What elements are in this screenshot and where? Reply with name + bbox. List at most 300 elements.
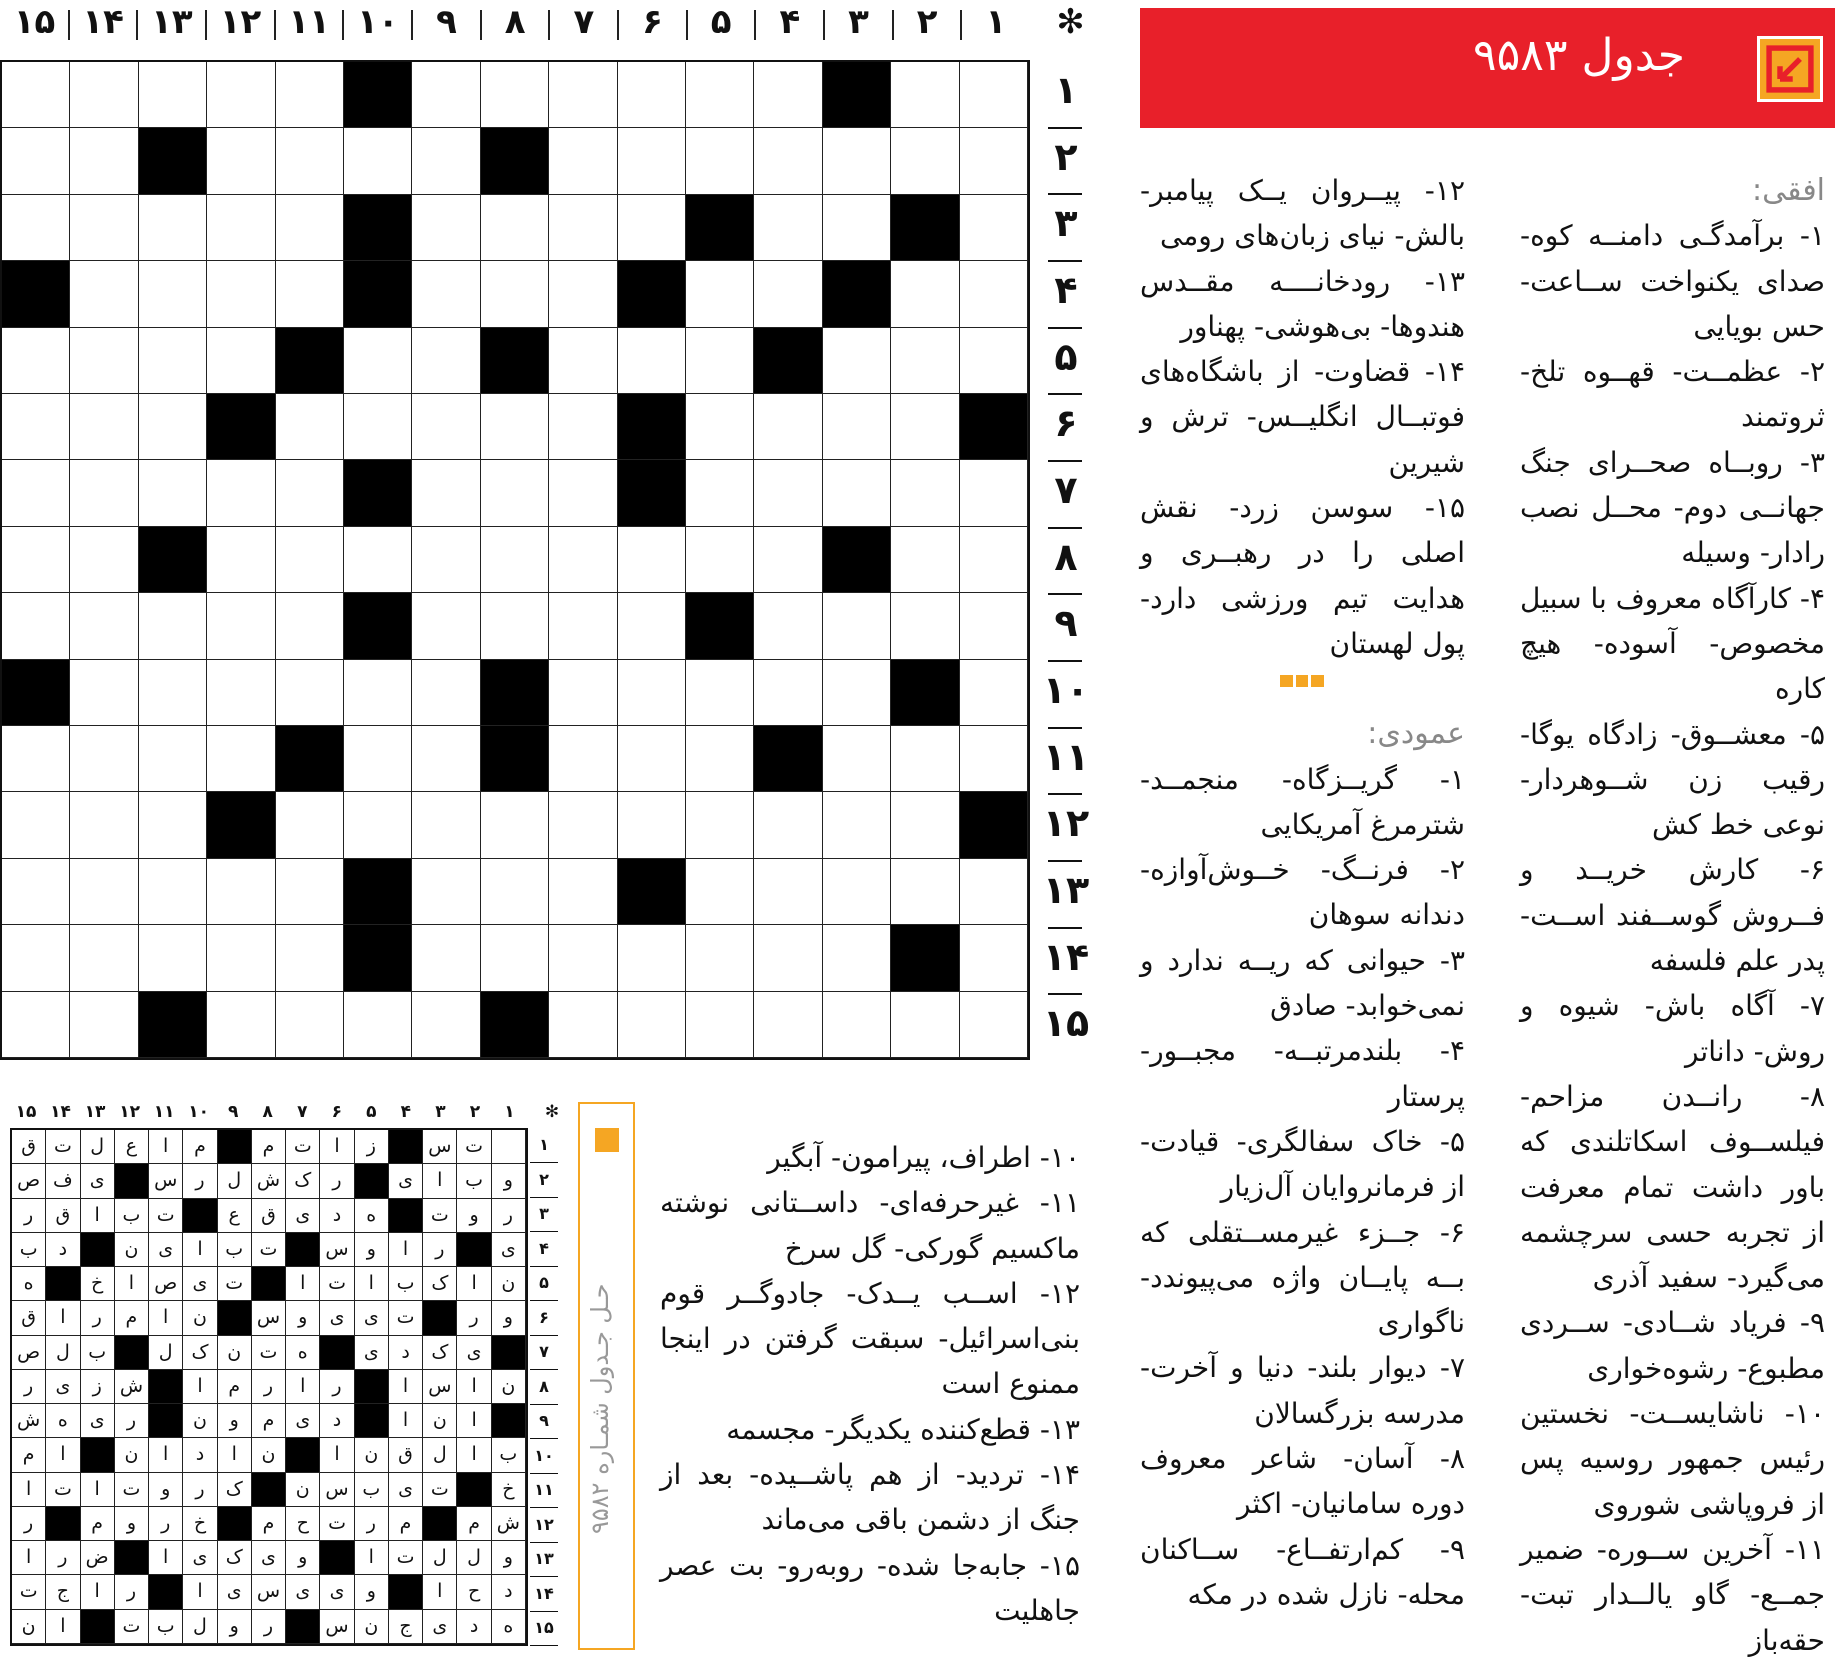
solution-black-cell — [389, 1199, 423, 1233]
vertical-clue: ۶- جــزء غیرمســتقلی که بــه پایــان واژه می‌پیوندد- ناگواری — [1140, 1215, 1465, 1340]
solution-cell: ت — [115, 1610, 149, 1644]
row-number: ۱۳ — [1042, 868, 1090, 912]
grid-cell — [549, 925, 617, 991]
solution-black-cell — [183, 1199, 217, 1233]
vertical-clue: ۱۱- غیرحرفه‌ای- داســتانی نوشته ماکسیم گورکی- گل سرخ — [660, 1186, 1080, 1265]
solution-cell: ا — [457, 1438, 491, 1472]
grid-cell — [70, 925, 138, 991]
solution-cell: ی — [81, 1404, 115, 1438]
solution-cell: ض — [81, 1541, 115, 1575]
row-number: ۱۰ — [1042, 668, 1090, 712]
black-cell — [207, 394, 275, 460]
row-separator — [1048, 860, 1082, 862]
grid-cell — [481, 460, 549, 526]
solution-cell: ت — [320, 1267, 354, 1301]
grid-cell — [139, 261, 207, 327]
grid-cell — [823, 593, 891, 659]
solution-cell: ر — [183, 1473, 217, 1507]
row-separator — [1048, 460, 1082, 462]
solution-header-symbol: ✻ — [544, 1102, 560, 1122]
solution-cell: ی — [149, 1233, 183, 1267]
grid-cell — [276, 195, 344, 261]
solution-cell: ه — [492, 1610, 526, 1644]
grid-cell — [891, 859, 959, 925]
solution-cell: ر — [252, 1610, 286, 1644]
solution-cell: ت — [423, 1199, 457, 1233]
solution-cell: ه — [12, 1267, 46, 1301]
vertical-clue: ۵- خاک سفالگری- قیادت- از فرمانروایان آل‌زیار — [1140, 1124, 1465, 1204]
solution-column-number: ۹ — [227, 1102, 239, 1122]
solution-cell: و — [457, 1199, 491, 1233]
solution-cell: ا — [149, 1301, 183, 1335]
solution-cell: ی — [320, 1301, 354, 1335]
solution-cell: ق — [46, 1199, 80, 1233]
row-separator — [1048, 193, 1082, 195]
grid-cell — [70, 726, 138, 792]
solution-cell: ج — [46, 1575, 80, 1609]
grid-cell — [207, 62, 275, 128]
solution-cell: ا — [46, 1438, 80, 1472]
solution-cell: و — [492, 1541, 526, 1575]
solution-cell: ن — [423, 1404, 457, 1438]
grid-cell — [344, 328, 412, 394]
solution-cell: ی — [286, 1575, 320, 1609]
grid-cell — [207, 460, 275, 526]
grid-cell — [754, 128, 822, 194]
grid-cell — [686, 460, 754, 526]
solution-cell: ی — [46, 1370, 80, 1404]
solution-column-number: ۴ — [400, 1102, 412, 1122]
grid-cell — [2, 726, 70, 792]
grid-cell — [412, 792, 480, 858]
solution-cell: ش — [12, 1404, 46, 1438]
grid-cell — [2, 195, 70, 261]
solution-cell: س — [423, 1370, 457, 1404]
grid-cell — [2, 859, 70, 925]
solution-cell: ر — [183, 1164, 217, 1198]
solution-cell: ت — [252, 1233, 286, 1267]
solution-cell: م — [81, 1507, 115, 1541]
solution-cell: ف — [46, 1164, 80, 1198]
solution-cell: ر — [115, 1404, 149, 1438]
grid-cell — [960, 527, 1028, 593]
solution-cell: ر — [81, 1301, 115, 1335]
grid-cell — [139, 859, 207, 925]
solution-cell: ر — [12, 1507, 46, 1541]
grid-cell — [2, 460, 70, 526]
solution-cell: ک — [423, 1336, 457, 1370]
solution-cell: ا — [355, 1541, 389, 1575]
black-cell — [960, 792, 1028, 858]
black-cell — [891, 660, 959, 726]
solution-black-cell — [389, 1575, 423, 1609]
grid-cell — [2, 593, 70, 659]
grid-cell — [412, 261, 480, 327]
column-number: ۶ — [642, 2, 663, 42]
row-number: ۴ — [1054, 268, 1078, 312]
row-number: ۷ — [1054, 468, 1078, 512]
grid-cell — [891, 261, 959, 327]
grid-cell — [412, 460, 480, 526]
solution-cell: ا — [320, 1130, 354, 1164]
solution-cell: م — [252, 1507, 286, 1541]
grid-cell — [686, 328, 754, 394]
solution-cell: ش — [252, 1164, 286, 1198]
grid-cell — [412, 328, 480, 394]
solution-cell: ر — [320, 1164, 354, 1198]
grid-cell — [481, 261, 549, 327]
solution-black-cell — [355, 1164, 389, 1198]
puzzle-header — [1140, 8, 1835, 128]
grid-cell — [207, 859, 275, 925]
solution-cell: ل — [183, 1610, 217, 1644]
black-cell — [481, 660, 549, 726]
column-number: ۱۳ — [151, 2, 193, 42]
solution-black-cell — [81, 1610, 115, 1644]
solution-cell: ی — [355, 1336, 389, 1370]
solution-cell: م — [252, 1130, 286, 1164]
solution-cell: ل — [423, 1438, 457, 1472]
solution-cell: ن — [218, 1336, 252, 1370]
solution-cell: ب — [355, 1473, 389, 1507]
solution-row-number: ۴ — [530, 1232, 558, 1267]
vertical-clue: ۲- فرنــگ- خــوش‌آوازه- دندانه سوهان — [1140, 853, 1465, 932]
solution-cell: ن — [286, 1473, 320, 1507]
solution-cell: ب — [492, 1438, 526, 1472]
black-cell — [344, 195, 412, 261]
grid-cell — [823, 195, 891, 261]
grid-cell — [823, 792, 891, 858]
solution-cell: ی — [183, 1267, 217, 1301]
solution-cell: د — [492, 1575, 526, 1609]
black-cell — [823, 261, 891, 327]
grid-cell — [823, 460, 891, 526]
column-number: ۱۱ — [288, 2, 330, 42]
grid-cell — [344, 660, 412, 726]
grid-cell — [823, 726, 891, 792]
grid-cell — [754, 660, 822, 726]
grid-cell — [412, 925, 480, 991]
row-separator — [1048, 327, 1082, 329]
solution-cell: ا — [115, 1267, 149, 1301]
solution-cell: ن — [252, 1438, 286, 1472]
grid-cell — [891, 992, 959, 1058]
black-cell — [344, 460, 412, 526]
solution-column-number: ۱۲ — [119, 1102, 140, 1122]
solution-black-cell — [286, 1233, 320, 1267]
solution-cell: ب — [81, 1336, 115, 1370]
solution-cell: ب — [12, 1233, 46, 1267]
solution-column-number: ۶ — [331, 1102, 342, 1122]
grid-cell — [618, 328, 686, 394]
grid-cell — [276, 660, 344, 726]
grid-cell — [686, 726, 754, 792]
row-separator — [1048, 593, 1082, 595]
solution-cell: خ — [492, 1473, 526, 1507]
horizontal-clue: ۱۴- قضاوت- از باشگاه‌های فوتبــال انگلیــس- ترش و شیرین — [1140, 355, 1465, 479]
solution-black-cell — [492, 1404, 526, 1438]
row-number: ۲ — [1054, 134, 1078, 179]
row-separator — [1048, 260, 1082, 262]
grid-cell — [891, 527, 959, 593]
solution-black-cell — [457, 1233, 491, 1267]
solution-black-cell — [286, 1610, 320, 1644]
grid-cell — [276, 128, 344, 194]
grid-cell — [481, 394, 549, 460]
solution-cell: ا — [457, 1370, 491, 1404]
grid-cell — [549, 792, 617, 858]
black-cell — [618, 261, 686, 327]
grid-cell — [2, 394, 70, 460]
solution-cell: ا — [389, 1370, 423, 1404]
grid-cell — [686, 62, 754, 128]
column-number: ۹ — [436, 2, 457, 42]
grid-cell — [754, 261, 822, 327]
solution-cell: ر — [12, 1199, 46, 1233]
solution-cell: ی — [81, 1164, 115, 1198]
solution-cell: ر — [457, 1301, 491, 1335]
solution-cell: ر — [492, 1199, 526, 1233]
solution-column-number: ۱۵ — [15, 1102, 37, 1122]
grid-cell — [481, 62, 549, 128]
solution-cell: ل — [423, 1541, 457, 1575]
black-cell — [618, 859, 686, 925]
grid-cell — [412, 660, 480, 726]
row-number: ۱ — [1054, 68, 1078, 112]
grid-cell — [207, 527, 275, 593]
black-cell — [481, 328, 549, 394]
grid-cell — [481, 195, 549, 261]
solution-black-cell — [115, 1541, 149, 1575]
column-number: ۴ — [779, 2, 801, 42]
grid-cell — [207, 726, 275, 792]
solution-cell: ت — [12, 1575, 46, 1609]
grid-cell — [686, 992, 754, 1058]
grid-cell — [70, 792, 138, 858]
column-number: ۵ — [710, 2, 732, 42]
black-cell — [686, 195, 754, 261]
solution-cell: ص — [149, 1267, 183, 1301]
horizontal-clue: ۱۰- ناشایســت- نخستین رئیس جمهور روسیه پس از فروپاشی شوروی — [1520, 1397, 1825, 1521]
row-separator — [1048, 793, 1082, 795]
grid-cell — [412, 593, 480, 659]
grid-cell — [823, 992, 891, 1058]
grid-cell — [276, 593, 344, 659]
black-cell — [891, 195, 959, 261]
solution-cell: ا — [46, 1610, 80, 1644]
solution-cell: ی — [457, 1336, 491, 1370]
solution-column-number: ۵ — [366, 1102, 377, 1122]
grid-cell — [549, 593, 617, 659]
solution-cell: د — [46, 1233, 80, 1267]
row-separator — [1048, 527, 1082, 529]
column-number: ۷ — [573, 2, 595, 42]
grid-cell — [344, 726, 412, 792]
solution-cell: ل — [46, 1336, 80, 1370]
black-cell — [139, 128, 207, 194]
solution-cell: ص — [12, 1164, 46, 1198]
grid-cell — [960, 660, 1028, 726]
black-cell — [344, 925, 412, 991]
vertical-clue: ۳- حیوانی که ریــه ندارد و نمی‌خوابد- صادق — [1140, 943, 1465, 1023]
horizontal-clue: ۱۳- رودخانــــه مقــدس هندوها- بی‌هوشی- پهناور — [1140, 264, 1465, 343]
solution-cell: ب — [218, 1233, 252, 1267]
solution-column-number: ۲ — [469, 1102, 481, 1122]
solution-cell: س — [320, 1610, 354, 1644]
grid-cell — [960, 859, 1028, 925]
solution-cell: و — [355, 1575, 389, 1609]
grid-cell — [276, 394, 344, 460]
solution-cell: ی — [183, 1541, 217, 1575]
horizontal-clue: ۶- کارش خریــد و فــروش گوســفند اســت- پدر علم فلسفه — [1520, 853, 1825, 978]
grid-cell — [960, 593, 1028, 659]
black-cell — [344, 261, 412, 327]
column-number: ۱ — [985, 2, 1007, 42]
horizontal-clue: ۳- روبــاه صحــرای جنگ جهانــی دوم- محــل نصب رادار- وسیله — [1520, 445, 1825, 570]
solution-black-cell — [252, 1473, 286, 1507]
publisher-logo-icon — [593, 1126, 621, 1154]
black-cell — [344, 62, 412, 128]
solution-cell: ب — [457, 1164, 491, 1198]
row-separator — [1048, 660, 1082, 662]
grid-cell — [70, 660, 138, 726]
grid-cell — [70, 195, 138, 261]
vertical-clue: ۱۲- اســب یــدک- جادوگــر قوم بنی‌اسرائیل- سبقت گرفتن در اینجا ممنوع است — [660, 1276, 1080, 1401]
solution-cell: ه — [46, 1404, 80, 1438]
grid-cell — [276, 925, 344, 991]
solution-cell: ر — [115, 1575, 149, 1609]
horizontal-clue: ۹- فریاد شــادی- ســردی مطبوع- رشوه‌خواری — [1520, 1306, 1825, 1385]
solution-row-number: ۵ — [530, 1266, 558, 1301]
grid-cell — [207, 128, 275, 194]
grid-cell — [549, 726, 617, 792]
black-cell — [754, 328, 822, 394]
solution-cell: ن — [115, 1438, 149, 1472]
solution-cell: ت — [423, 1473, 457, 1507]
black-cell — [344, 593, 412, 659]
solution-cell: س — [252, 1575, 286, 1609]
horizontal-clue: ۸- رانــدن مزاحم- فیلســوف اسکاتلندی که باور داشت تمام معرفت از تجربه حسی سرچشمه می‌گیرد- سفید آذری — [1520, 1079, 1825, 1295]
solution-cell: ی — [286, 1199, 320, 1233]
solution-cell: و — [492, 1164, 526, 1198]
grid-cell — [891, 792, 959, 858]
grid-cell — [276, 261, 344, 327]
black-cell — [618, 394, 686, 460]
vertical-clue: ۸- آسان- شاعر معروف دوره سامانیان- اکثر — [1140, 1442, 1465, 1521]
solution-cell: ا — [389, 1233, 423, 1267]
solution-cell: ص — [12, 1336, 46, 1370]
crossword-grid — [0, 60, 1030, 1060]
solution-black-cell — [46, 1507, 80, 1541]
grid-cell — [960, 925, 1028, 991]
solution-cell: ن — [492, 1370, 526, 1404]
solution-cell: خ — [81, 1267, 115, 1301]
solution-black-cell — [492, 1336, 526, 1370]
solution-black-cell — [81, 1438, 115, 1472]
grid-cell — [139, 328, 207, 394]
row-numbers — [1036, 60, 1096, 1060]
vertical-clue: ۷- دیوار بلند- دنیا و آخرت- مدرسه بزرگسالان — [1140, 1351, 1465, 1430]
solution-cell: ت — [46, 1130, 80, 1164]
grid-cell — [960, 328, 1028, 394]
solution-label — [578, 1102, 635, 1650]
grid-cell — [891, 328, 959, 394]
solution-black-cell — [389, 1130, 423, 1164]
solution-cell: ه — [286, 1336, 320, 1370]
grid-cell — [344, 128, 412, 194]
grid-cell — [754, 792, 822, 858]
black-cell — [891, 925, 959, 991]
vertical-clue: ۱۰- اطراف، پیرامون- آبگیر — [767, 1141, 1080, 1174]
horizontal-clue: ۷- آگاه باش- شیوه و روش- داناتر — [1520, 989, 1825, 1068]
grid-cell — [412, 195, 480, 261]
row-separator — [1048, 927, 1082, 929]
solution-cell: ا — [355, 1267, 389, 1301]
grid-cell — [686, 792, 754, 858]
solution-cell: ا — [81, 1575, 115, 1609]
grid-cell — [823, 925, 891, 991]
row-number: ۹ — [1054, 601, 1078, 646]
grid-cell — [891, 128, 959, 194]
grid-cell — [412, 726, 480, 792]
solution-grid — [10, 1128, 528, 1646]
grid-cell — [754, 460, 822, 526]
solution-black-cell — [457, 1473, 491, 1507]
grid-cell — [412, 992, 480, 1058]
solution-column-number: ۱۴ — [50, 1102, 71, 1122]
grid-cell — [549, 992, 617, 1058]
solution-cell: ا — [149, 1438, 183, 1472]
vertical-clue: ۱۵- جابه‌جا شده- روبه‌رو- بت عصر جاهلیت — [660, 1548, 1080, 1627]
solution-cell: ن — [183, 1301, 217, 1335]
solution-cell: ن — [355, 1438, 389, 1472]
solution-cell: ا — [183, 1370, 217, 1404]
grid-cell — [686, 394, 754, 460]
column-number: ۳ — [848, 2, 869, 42]
solution-black-cell — [218, 1130, 252, 1164]
grid-cell — [618, 660, 686, 726]
vertical-title: عمودی: — [1367, 716, 1465, 752]
solution-cell: ت — [286, 1130, 320, 1164]
grid-cell — [618, 128, 686, 194]
black-cell — [481, 128, 549, 194]
solution-cell: ت — [46, 1473, 80, 1507]
solution-cell: و — [492, 1301, 526, 1335]
solution-black-cell — [149, 1370, 183, 1404]
solution-cell: ن — [115, 1233, 149, 1267]
grid-cell — [139, 726, 207, 792]
row-number: ۶ — [1054, 401, 1078, 446]
grid-cell — [823, 859, 891, 925]
solution-cell: و — [286, 1301, 320, 1335]
solution-cell: ا — [423, 1575, 457, 1609]
grid-cell — [686, 925, 754, 991]
grid-cell — [549, 527, 617, 593]
grid-cell — [618, 992, 686, 1058]
solution-cell: م — [252, 1404, 286, 1438]
solution-row-number: ۹ — [530, 1404, 558, 1439]
solution-cell: ل — [149, 1336, 183, 1370]
grid-cell — [754, 925, 822, 991]
solution-cell: ت — [389, 1301, 423, 1335]
grid-cell — [412, 527, 480, 593]
solution-cell: م — [12, 1438, 46, 1472]
solution-cell: ت — [149, 1199, 183, 1233]
row-number: ۵ — [1054, 334, 1078, 379]
solution-cell: ن — [12, 1610, 46, 1644]
solution-cell: م — [457, 1507, 491, 1541]
solution-row-number: ۱۳ — [530, 1542, 558, 1577]
